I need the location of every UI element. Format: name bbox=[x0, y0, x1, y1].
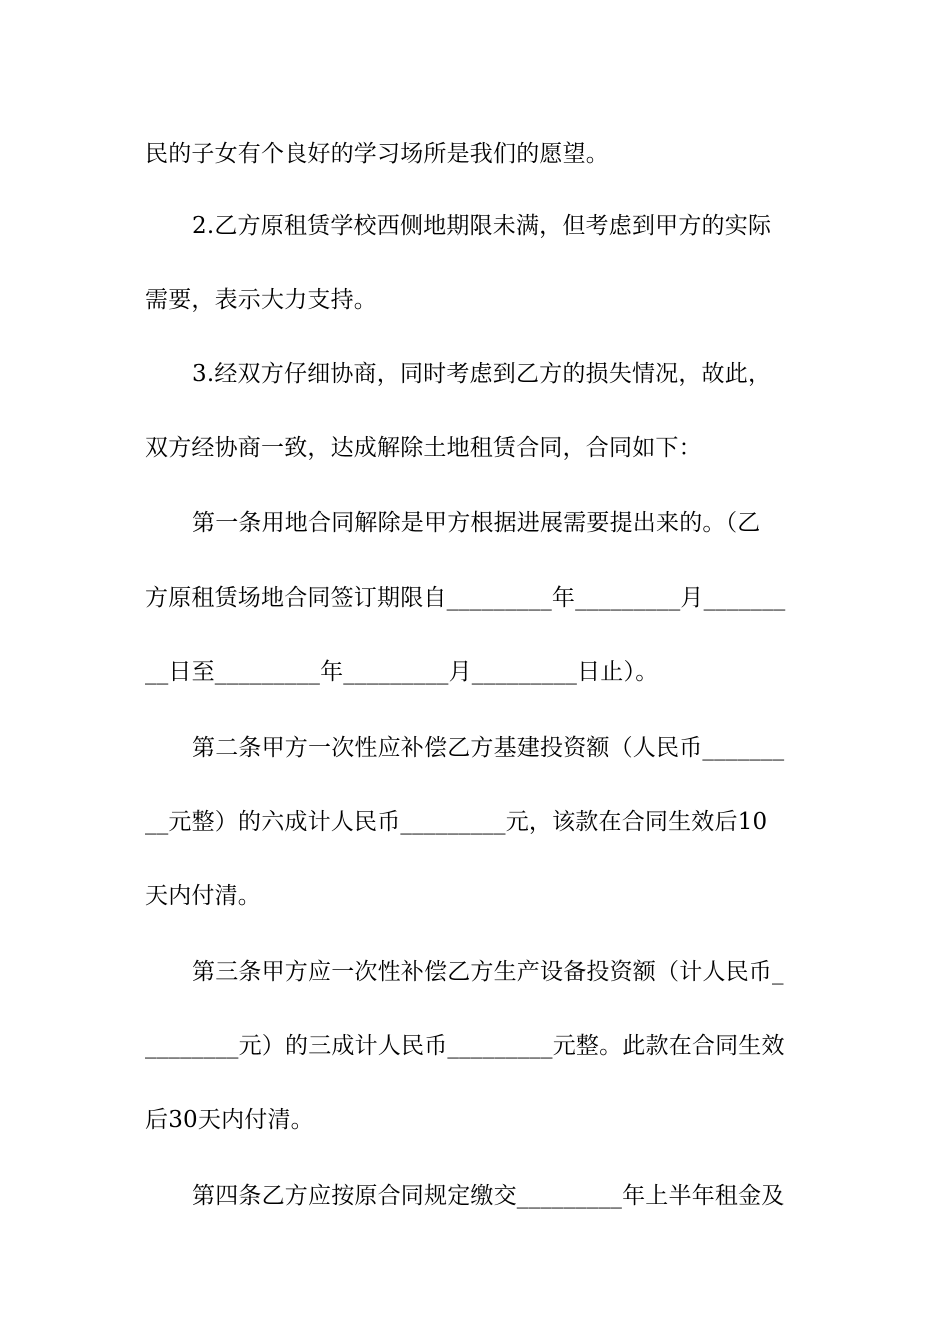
text-line-12: 第三条甲方应一次性补偿乙方生产设备投资额（计人民币_ bbox=[192, 959, 784, 985]
text-line-4: 3.经双方仔细协商，同时考虑到乙方的损失情况，故此， bbox=[192, 361, 772, 387]
text-line-1: 民的子女有个良好的学习场所是我们的愿望。 bbox=[145, 141, 609, 167]
text-line-13: ________元）的三成计人民币_________元整。此款在合同生效 bbox=[145, 1033, 785, 1059]
text-line-14: 后30天内付清。 bbox=[145, 1107, 314, 1133]
text-line-6: 第一条用地合同解除是甲方根据进展需要提出来的。（乙 bbox=[192, 510, 761, 536]
text-line-10: __元整）的六成计人民币_________元，该款在合同生效后10 bbox=[145, 809, 768, 835]
text-line-5: 双方经协商一致，达成解除土地租赁合同，合同如下： bbox=[145, 435, 702, 461]
text-line-9: 第二条甲方一次性应补偿乙方基建投资额（人民币_______ bbox=[192, 735, 785, 761]
text-line-2: 2.乙方原租赁学校西侧地期限未满，但考虑到甲方的实际 bbox=[192, 213, 772, 239]
text-line-7: 方原租赁场地合同签订期限自_________年_________月_______ bbox=[145, 585, 786, 611]
text-line-3: 需要，表示大力支持。 bbox=[145, 287, 377, 313]
text-line-8: __日至_________年_________月_________日止）。 bbox=[145, 659, 659, 685]
text-line-11: 天内付清。 bbox=[145, 883, 261, 909]
text-line-15: 第四条乙方应按原合同规定缴交_________年上半年租金及 bbox=[192, 1183, 785, 1209]
